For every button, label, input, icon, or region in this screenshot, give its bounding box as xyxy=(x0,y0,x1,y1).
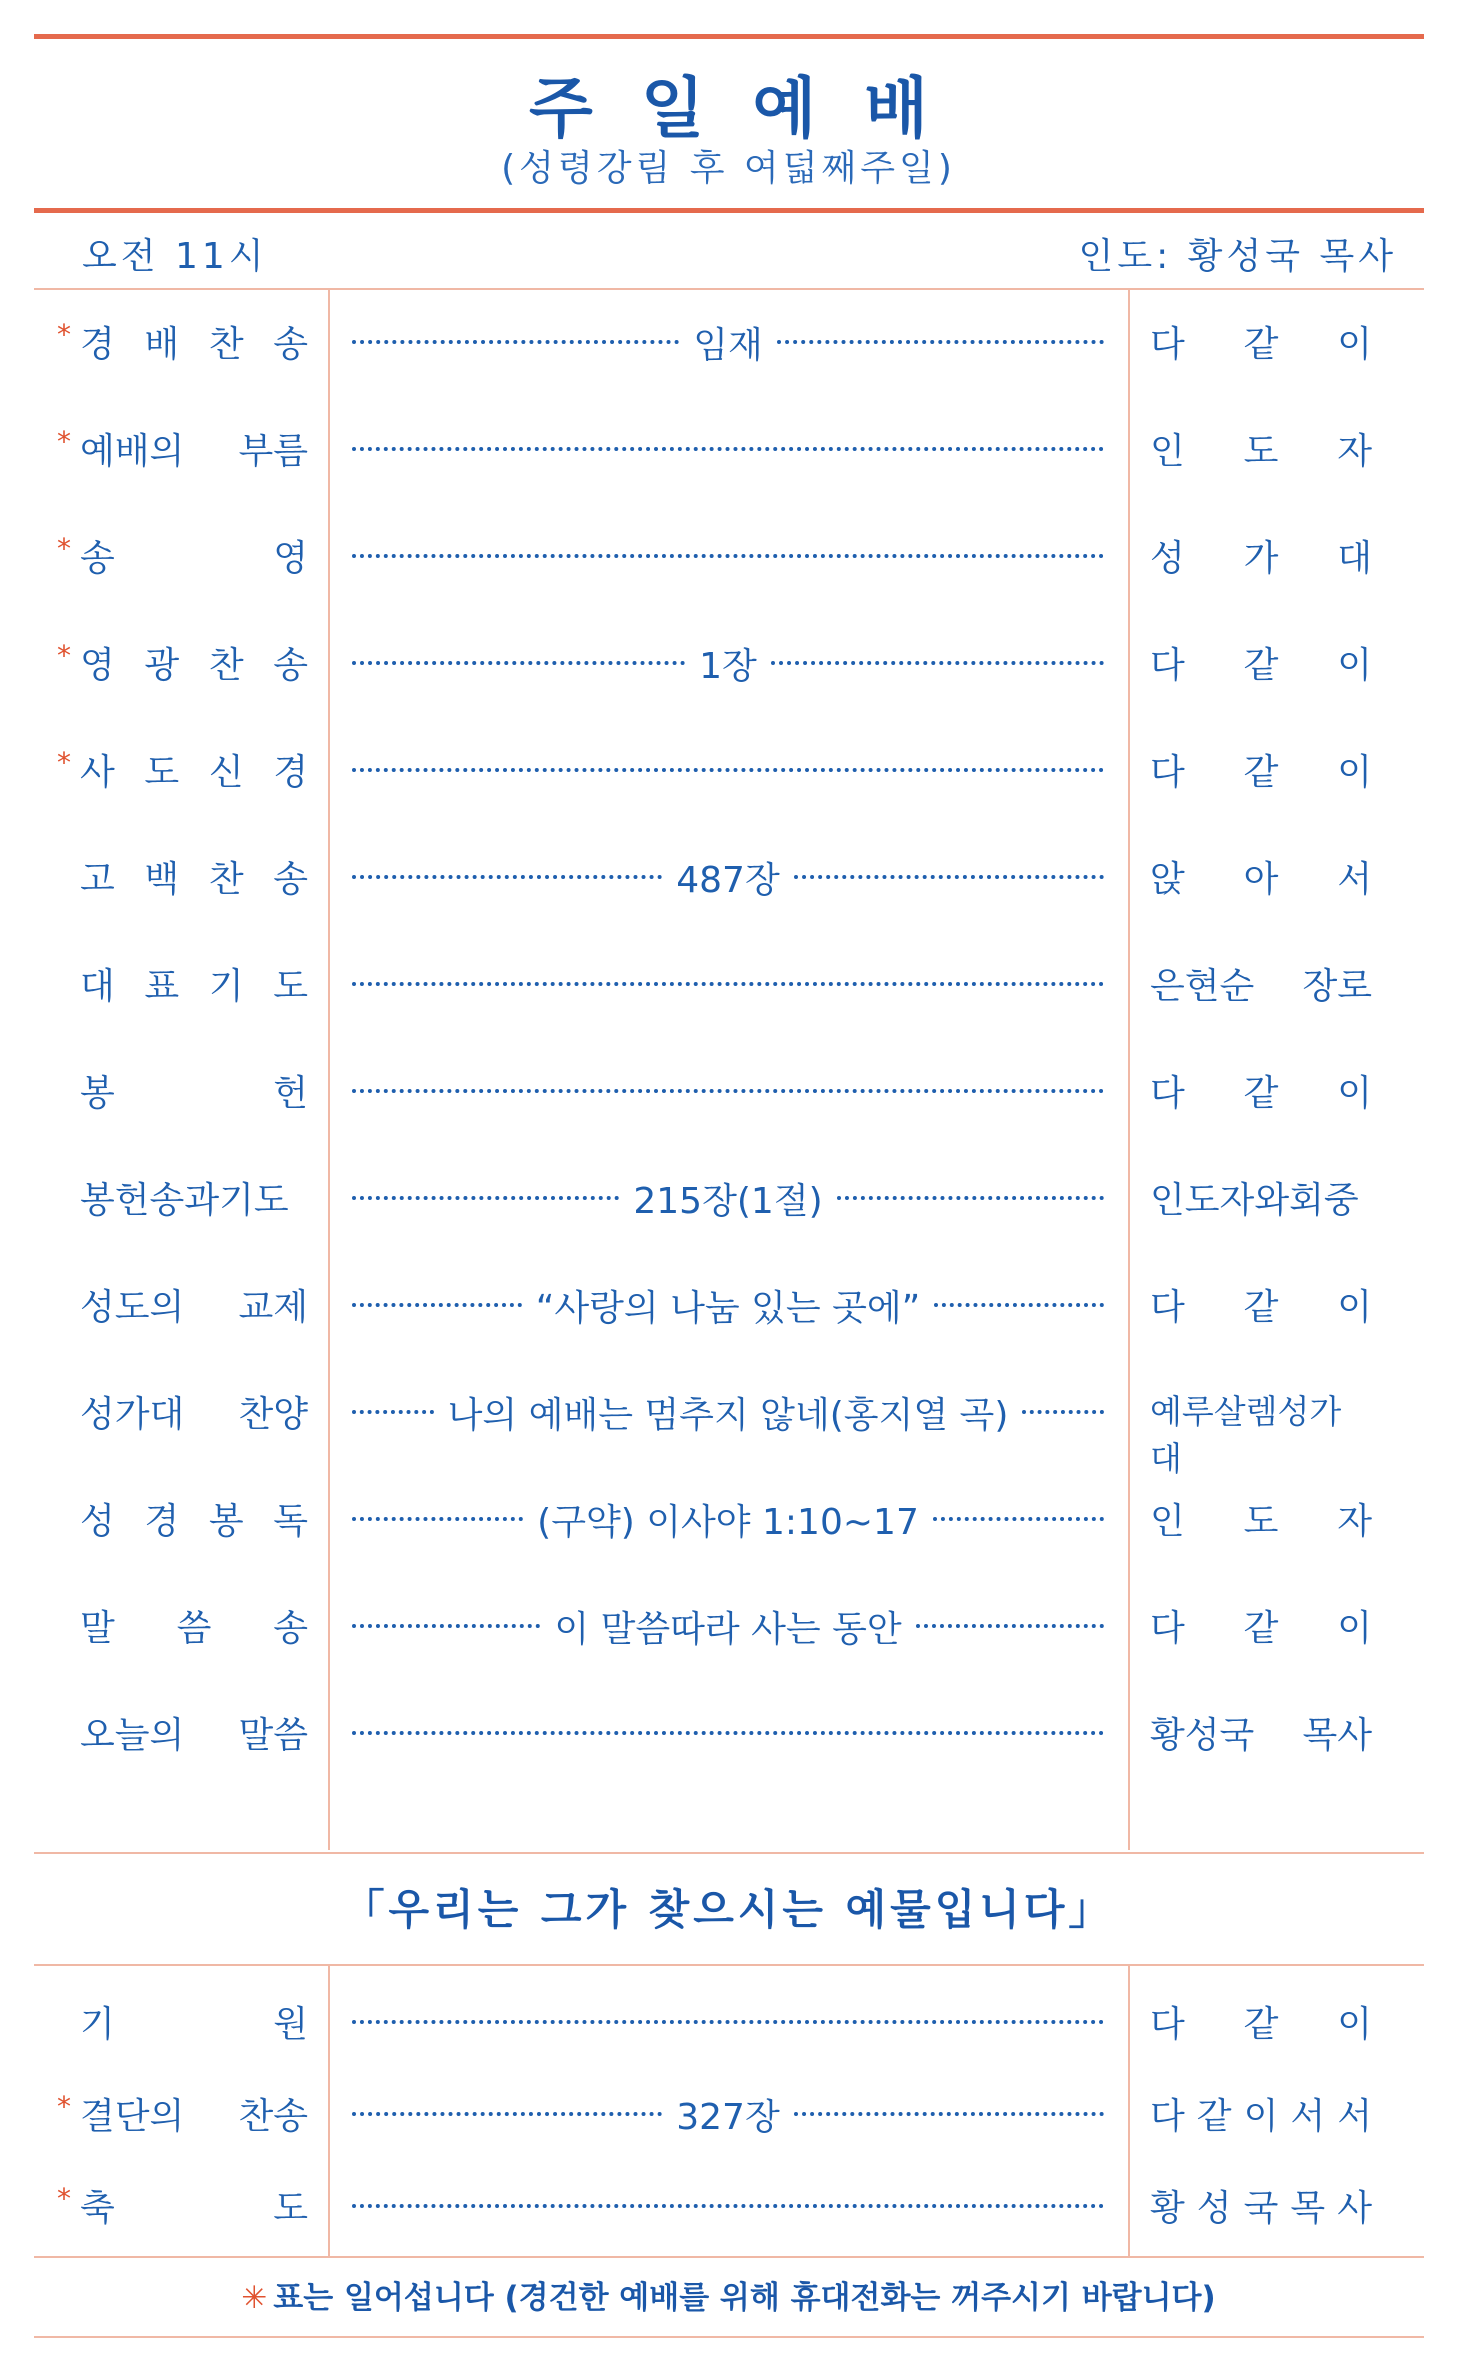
service-item xyxy=(0,419,1457,479)
item-detail-text: 487장 xyxy=(676,859,780,901)
item-detail xyxy=(352,847,1104,907)
item-responder: 다 같 이 xyxy=(1150,645,1372,686)
service-item xyxy=(0,1596,1457,1656)
service-item xyxy=(0,1168,1457,1228)
dot-leader xyxy=(352,340,679,344)
item-responder: 황 성 국 목 사 xyxy=(1150,2188,1372,2229)
item-detail xyxy=(352,2084,1104,2144)
dot-leader xyxy=(352,661,685,665)
item-responder: 다 같 이 서 서 xyxy=(1150,2096,1372,2137)
dot-leader xyxy=(352,1731,1104,1735)
item-responder: 인도자와회중 xyxy=(1150,1180,1359,1221)
service-item xyxy=(0,954,1457,1014)
dot-leader xyxy=(352,1196,619,1200)
item-name: 고 백 찬 송 xyxy=(80,859,308,900)
dot-leader xyxy=(1022,1410,1104,1414)
dot-leader xyxy=(352,2204,1104,2208)
item-name: 사 도 신 경 xyxy=(80,752,308,793)
item-responder: 황성국 목사 xyxy=(1150,1715,1372,1756)
item-detail xyxy=(352,1992,1104,2052)
dot-leader xyxy=(352,875,662,879)
dot-leader xyxy=(794,875,1104,879)
service-item xyxy=(0,2084,1457,2144)
standing-asterisk-icon: * xyxy=(57,425,71,458)
item-name: 말 씀 송 xyxy=(80,1608,308,1649)
service-item xyxy=(0,847,1457,907)
item-detail xyxy=(352,1275,1104,1335)
standing-asterisk-icon: * xyxy=(57,532,71,565)
standing-asterisk-icon: * xyxy=(57,746,71,779)
dot-leader xyxy=(352,447,1104,451)
item-detail xyxy=(352,2176,1104,2236)
item-responder: 다 같 이 xyxy=(1150,1287,1372,1328)
item-detail xyxy=(352,1061,1104,1121)
service-item xyxy=(0,1061,1457,1121)
dot-leader xyxy=(352,1517,523,1521)
top-rule xyxy=(34,34,1424,39)
item-name: 오늘의 말씀 xyxy=(80,1715,308,1756)
dot-leader xyxy=(771,661,1104,665)
item-detail xyxy=(352,740,1104,800)
service-time: 오전 11시 xyxy=(82,236,268,277)
standing-asterisk-icon: * xyxy=(57,2182,71,2215)
service-item xyxy=(0,1703,1457,1763)
item-responder: 다 같 이 xyxy=(1150,324,1372,365)
item-responder: 다 같 이 xyxy=(1150,752,1372,793)
service-item xyxy=(0,1489,1457,1549)
dot-leader xyxy=(837,1196,1104,1200)
item-detail-text: 215장(1절) xyxy=(633,1180,823,1222)
service-item xyxy=(0,1992,1457,2052)
item-detail-text: 이 말씀따라 사는 동안 xyxy=(554,1608,902,1650)
item-detail-text: (구약) 이사야 1:10~17 xyxy=(537,1501,919,1543)
item-name: 기 원 xyxy=(80,2004,308,2045)
dot-leader xyxy=(777,340,1104,344)
item-name: 영 광 찬 송 xyxy=(80,645,308,686)
item-name: 축 도 xyxy=(80,2188,308,2229)
item-name: 결단의 찬송 xyxy=(80,2096,308,2137)
item-detail xyxy=(352,1382,1104,1442)
item-detail xyxy=(352,312,1104,372)
item-responder: 다 같 이 xyxy=(1150,2004,1372,2045)
service-item xyxy=(0,740,1457,800)
item-responder: 다 같 이 xyxy=(1150,1073,1372,1114)
item-name: 대 표 기 도 xyxy=(80,966,308,1007)
asterisk-icon: ✳ xyxy=(241,2280,268,2316)
dot-leader xyxy=(352,1624,540,1628)
service-item xyxy=(0,1275,1457,1335)
item-detail xyxy=(352,1168,1104,1228)
item-detail xyxy=(352,419,1104,479)
item-responder: 앉 아 서 xyxy=(1150,859,1372,900)
service-item xyxy=(0,526,1457,586)
footer-text: 표는 일어섭니다 (경건한 예배를 위해 휴대전화는 꺼주시기 바랍니다) xyxy=(273,2280,1216,2316)
section-divider xyxy=(34,1852,1424,1854)
page-subtitle: (성령강림 후 여덟째주일) xyxy=(501,148,956,189)
item-detail-text: 1장 xyxy=(699,645,757,687)
item-detail xyxy=(352,633,1104,693)
item-name: 성도의 교제 xyxy=(80,1287,308,1328)
item-name: 성가대 찬양 xyxy=(80,1394,308,1435)
dot-leader xyxy=(352,768,1104,772)
dot-leader xyxy=(934,1303,1104,1307)
dot-leader xyxy=(352,2112,662,2116)
item-name: 경 배 찬 송 xyxy=(80,324,308,365)
item-responder: 인 도 자 xyxy=(1150,431,1372,472)
service-item xyxy=(0,2176,1457,2236)
service-item xyxy=(0,1382,1457,1478)
dot-leader xyxy=(352,1303,522,1307)
dot-leader xyxy=(352,2020,1104,2024)
item-detail xyxy=(352,1703,1104,1763)
service-item xyxy=(0,633,1457,693)
dot-leader xyxy=(352,1089,1104,1093)
item-detail-text: 임재 xyxy=(693,324,763,366)
dot-leader xyxy=(794,2112,1104,2116)
dot-leader xyxy=(352,982,1104,986)
item-responder: 다 같 이 xyxy=(1150,1608,1372,1649)
item-detail-text: “사랑의 나눔 있는 곳에” xyxy=(535,1287,921,1329)
item-name: 성 경 봉 독 xyxy=(80,1501,308,1542)
page-title: 주일예배 xyxy=(528,70,977,147)
footer-note xyxy=(0,2272,1457,2317)
item-detail xyxy=(352,1489,1104,1549)
item-responder: 성 가 대 xyxy=(1150,538,1372,579)
standing-asterisk-icon: * xyxy=(57,639,71,672)
dot-leader xyxy=(933,1517,1104,1521)
slogan: 「우리는 그가 찾으시는 예물입니다」 xyxy=(342,1885,1115,1934)
standing-asterisk-icon: * xyxy=(57,2090,71,2123)
header-divider xyxy=(34,288,1424,290)
bottom-rule xyxy=(34,2336,1424,2338)
item-name: 봉 헌 xyxy=(80,1073,308,1114)
item-name: 예배의 부름 xyxy=(80,431,308,472)
closing-divider xyxy=(34,1964,1424,1966)
footer-divider xyxy=(34,2256,1424,2258)
item-detail-text: 나의 예배는 멈추지 않네(홍지열 곡) xyxy=(447,1394,1009,1436)
item-responder: 예루살렘성가대 xyxy=(1150,1392,1342,1478)
item-responder: 인 도 자 xyxy=(1150,1501,1372,1542)
item-detail xyxy=(352,1596,1104,1656)
dot-leader xyxy=(916,1624,1104,1628)
dot-leader xyxy=(352,1410,434,1414)
service-leader: 인도: 황성국 목사 xyxy=(1078,236,1397,277)
item-responder: 은현순 장로 xyxy=(1150,966,1372,1007)
standing-asterisk-icon: * xyxy=(57,318,71,351)
item-detail xyxy=(352,526,1104,586)
dot-leader xyxy=(352,554,1104,558)
item-name: 봉헌송과기도 xyxy=(80,1180,289,1221)
service-item xyxy=(0,312,1457,372)
header-rule xyxy=(34,208,1424,213)
item-name: 송 영 xyxy=(80,538,308,579)
item-detail xyxy=(352,954,1104,1014)
item-detail-text: 327장 xyxy=(676,2096,780,2138)
